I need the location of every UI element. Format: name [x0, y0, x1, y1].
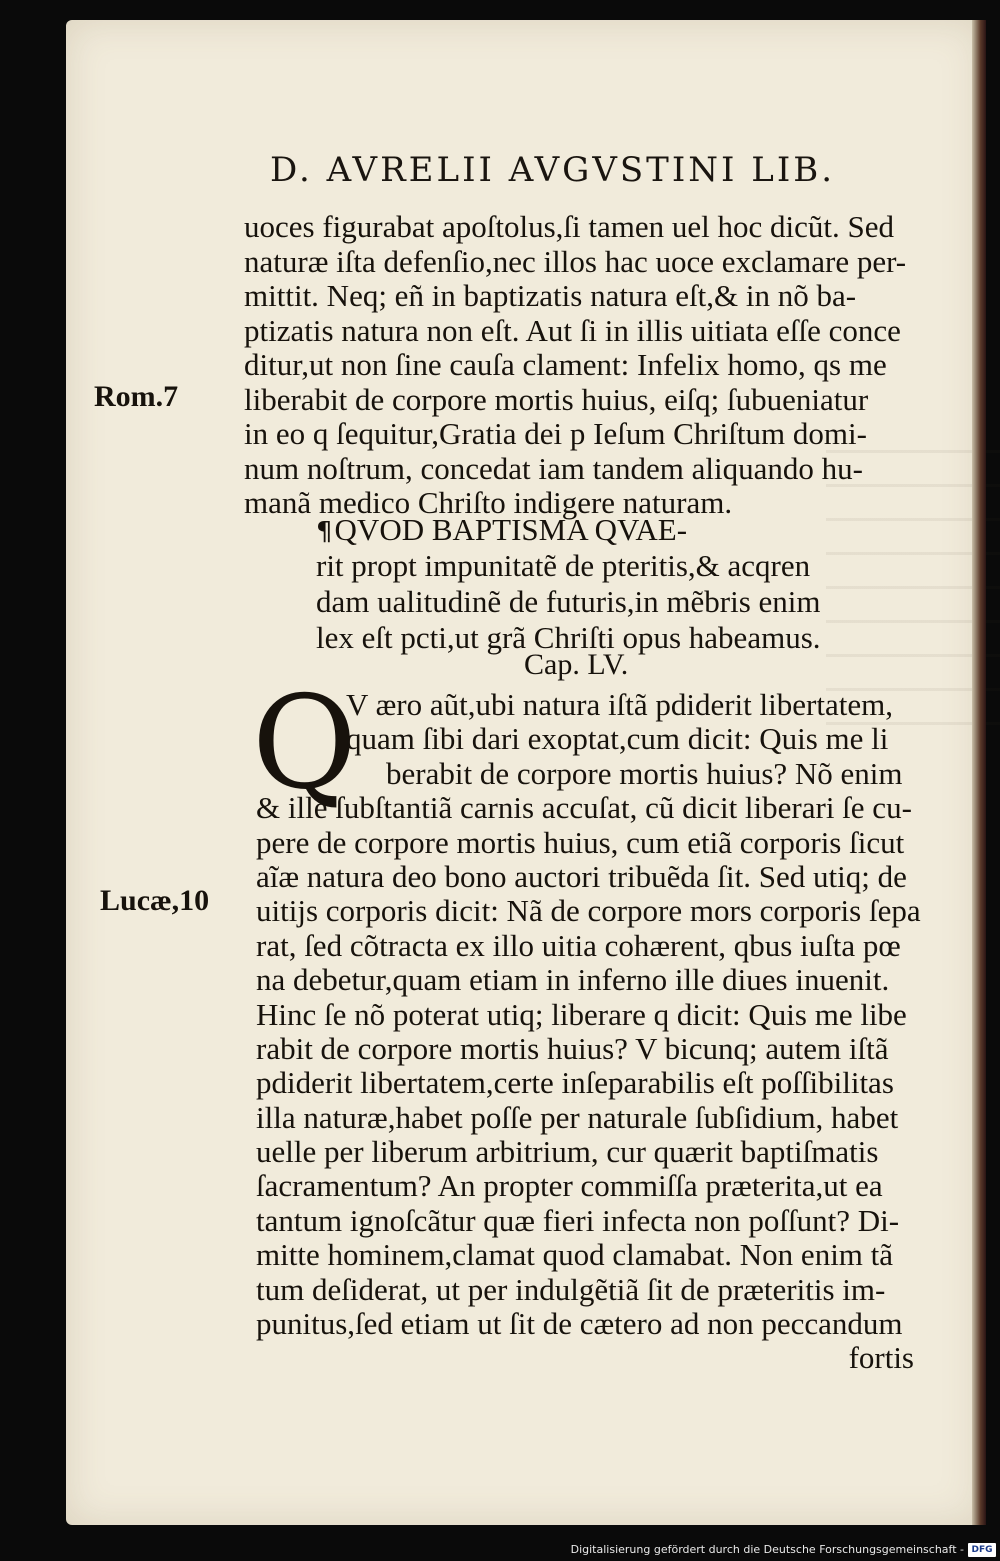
body-line: manã medico Chriſto indigere naturam. [244, 486, 733, 520]
footer-credit: Digitalisierung gefördert durch die Deutsche Forschungsgemeinschaft - [570, 1543, 964, 1556]
marginal-note-rom: Rom.7 [94, 380, 179, 413]
dfg-logo: DFG [968, 1543, 996, 1557]
body-line: ptizatis natura non eſt. Aut ſi in illis uitiata eſſe conce [244, 313, 901, 348]
body-line: mittit. Neq; eñ in baptizatis natura eſt,& in nõ ba- [244, 279, 857, 313]
para-line: na debetur,quam etiam in inferno ille diues inuenit. [256, 963, 890, 998]
pilcrow-icon: ¶ [316, 517, 333, 547]
para-line: uelle per liberum arbitrium, cur quærit baptiſmatis [256, 1135, 879, 1170]
body-line: num noſtrum, concedat iam tandem aliquando hu- [244, 451, 863, 486]
running-head: D. AVRELII AVGVSTINI LIB. [270, 150, 836, 190]
chapter-number: Cap. LV. [524, 648, 629, 681]
para-line: quam ſibi dari exoptat,cum dicit: Quis me li [346, 722, 889, 757]
para-line: pdiderit libertatem,certe inſeparabilis eſt poſſibilitas [256, 1066, 894, 1101]
para-line: aĩæ natura deo bono auctori tribuẽda ſit. Sed utiq; de [256, 859, 907, 894]
para-line: berabit de corpore mortis huius? Nõ enim [386, 756, 903, 791]
paragraph-text-block [256, 688, 976, 1376]
body-line: uoces figurabat apoſtolus,ſi tamen uel hoc dicũt. Sed [244, 210, 894, 244]
catchword: fortis [848, 1341, 914, 1376]
drop-cap: Q [252, 669, 357, 818]
para-line: rat, ſed cõtracta ex illo uitia cohærent, qbus iuſta pœ [256, 928, 901, 963]
chapter-heading [316, 512, 876, 656]
body-line: in eo q ſequitur,Gratia dei p Ieſum Chriſtum domi- [244, 417, 867, 451]
marginal-note-lucae: Lucæ,10 [100, 884, 210, 917]
para-line: & ille ſubſtantiã carnis accuſat, cũ dicit liberari ſe cu- [256, 791, 912, 826]
para-line: punitus,ſed etiam ut ſit de cætero ad non peccandum [256, 1307, 903, 1342]
body-line: liberabit de corpore mortis huius, eiſq; ſubueniatur [244, 382, 869, 417]
heading-line: dam ualitudinẽ de futuris,in mẽbris enim [316, 584, 821, 619]
body-line: naturæ iſta defenſio,nec illos hac uoce exclamare per- [244, 244, 907, 279]
para-line: rabit de corpore mortis huius? V bicunq; autem iſtã [256, 1031, 889, 1066]
body-text-block [244, 210, 964, 521]
heading-line [316, 512, 876, 548]
para-line: V æro aũt,ubi natura iſtã pdiderit libertatem, [346, 688, 893, 722]
heading-line-text: QVOD BAPTISMA QVAE- [334, 512, 688, 547]
heading-line: rit propt impunitatẽ de pteritis,& acqren [316, 548, 811, 583]
para-line: illa naturæ,habet poſſe per naturale ſubſidium, habet [256, 1100, 899, 1135]
para-line: mitte hominem,clamat quod clamabat. Non enim tã [256, 1238, 894, 1273]
para-line: tum deſiderat, ut per indulgẽtiã ſit de præteritis im- [256, 1272, 886, 1307]
para-line: Hinc ſe nõ poterat utiq; liberare q dicit: Quis me libe [256, 997, 907, 1032]
para-line: uitijs corporis dicit: Nã de corpore mors corporis ſepa [256, 894, 921, 929]
para-line: tantum ignoſcãtur quæ fieri infecta non poſſunt? Di- [256, 1203, 900, 1238]
body-line: ditur,ut non ſine cauſa clament: Infelix homo, qs me [244, 348, 887, 382]
para-line: ſacramentum? An propter commiſſa præterita,ut ea [256, 1169, 883, 1204]
heading-line: lex eſt pcti,ut grã Chriſti opus habeamus. [316, 620, 821, 655]
para-line: pere de corpore mortis huius, cum etiã corporis ſicut [256, 825, 905, 860]
